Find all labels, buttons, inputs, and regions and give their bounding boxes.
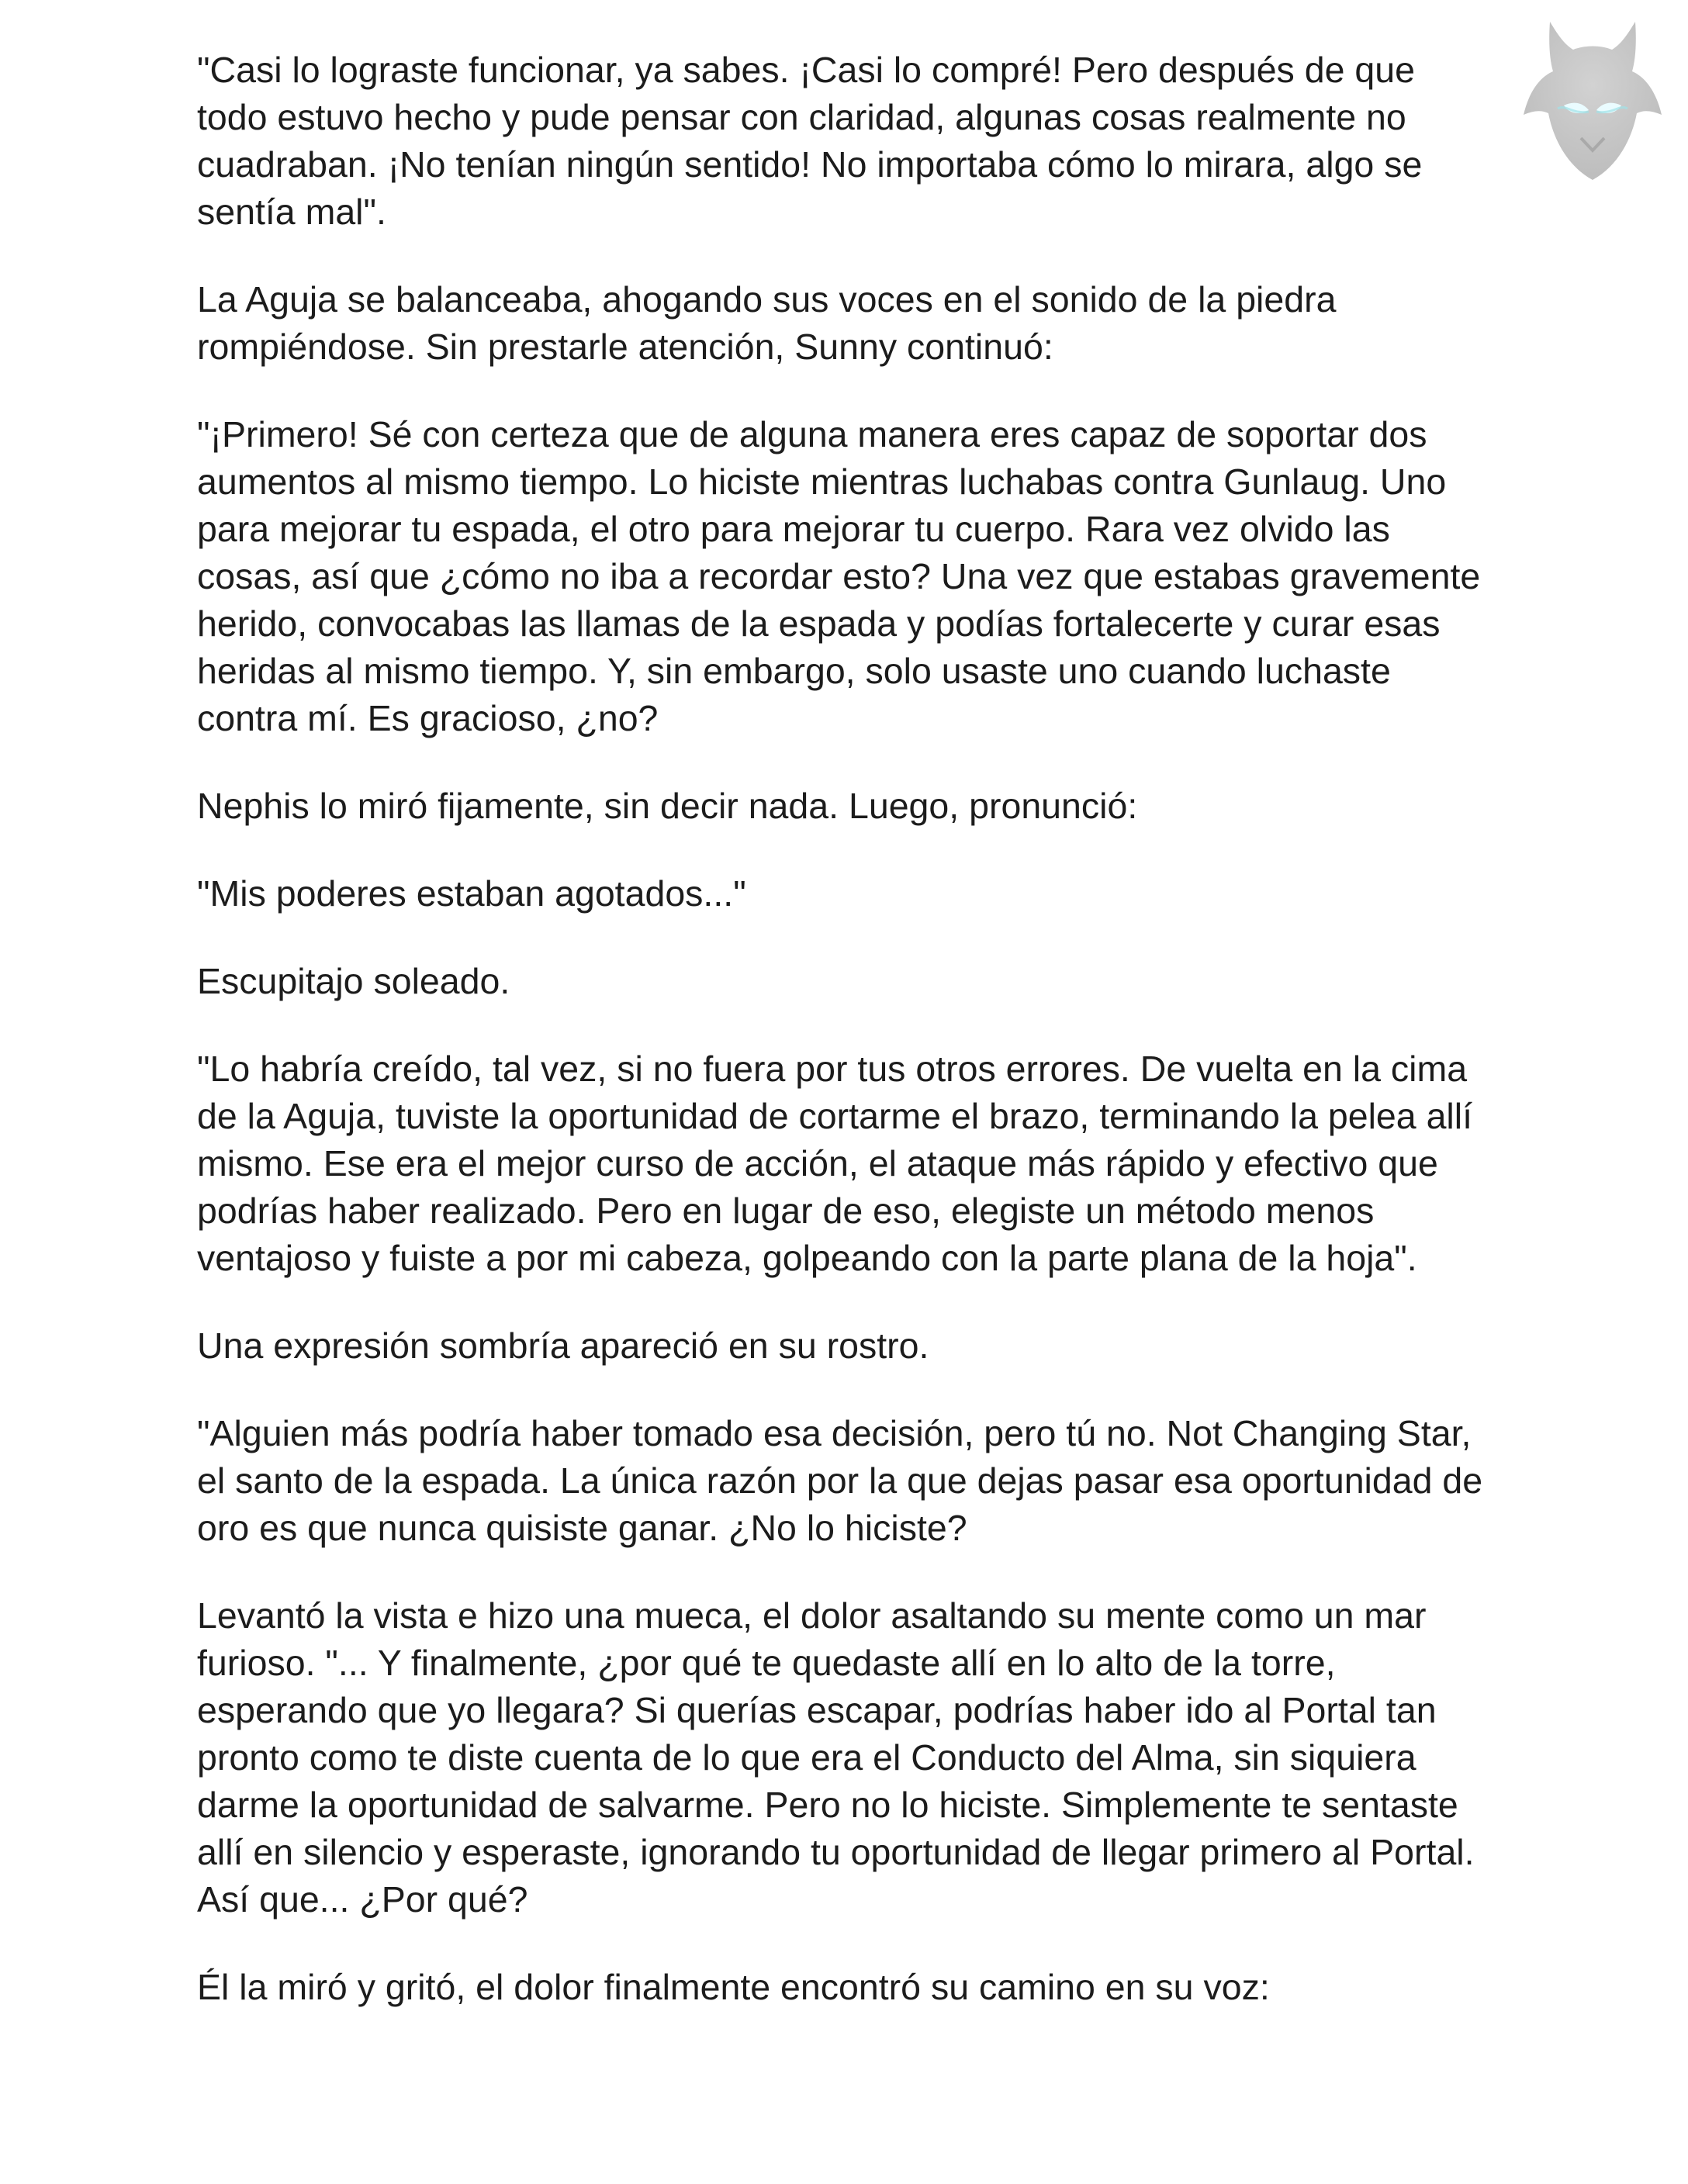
document-body (197, 47, 1493, 2051)
paragraph: "Casi lo lograste funcionar, ya sabes. ¡Casi lo compré! Pero después de que todo estuvo hecho y pude pensar con claridad, algunas cosas realmente no cuadraban. ¡No tenían ningún sentido! No importaba cómo lo mirara, algo se sentía mal". (197, 50, 1423, 232)
paragraph: Una expresión sombría apareció en su rostro. (197, 1325, 929, 1366)
paragraph: "Mis poderes estaban agotados..." (197, 873, 746, 914)
demon-head-watermark-icon (1519, 14, 1666, 186)
paragraph: Levantó la vista e hizo una mueca, el dolor asaltando su mente como un mar furioso. "... Y finalmente, ¿por qué te quedaste allí en lo alto de la torre, esperando que yo llegara? Si querías escapar, podrías haber ido al Portal tan pronto como te diste cuenta de lo que era el Conducto del Alma, sin siquiera darme la oportunidad de salvarme. Pero no lo hiciste. Simplemente te sentaste allí en silencio y esperaste, ignorando tu oportunidad de llegar primero al Portal. Así que... ¿Por qué? (197, 1595, 1475, 1920)
paragraph: Nephis lo miró fijamente, sin decir nada. Luego, pronunció: (197, 786, 1138, 826)
paragraph: Él la miró y gritó, el dolor finalmente encontró su camino en su voz: (197, 1967, 1270, 2007)
paragraph: "Alguien más podría haber tomado esa decisión, pero tú no. Not Changing Star, el santo de la espada. La única razón por la que dejas pasar esa oportunidad de oro es que nunca quisiste ganar. ¿No lo hiciste? (197, 1413, 1483, 1548)
paragraph: "¡Primero! Sé con certeza que de alguna manera eres capaz de soportar dos aumentos al mismo tiempo. Lo hiciste mientras luchabas contra Gunlaug. Uno para mejorar tu espada, el otro para mejorar tu cuerpo. Rara vez olvido las cosas, así que ¿cómo no iba a recordar esto? Una vez que estabas gravemente herido, convocabas las llamas de la espada y podías fortalecerte y curar esas heridas al mismo tiempo. Y, sin embargo, solo usaste uno cuando luchaste contra mí. Es gracioso, ¿no? (197, 414, 1481, 738)
paragraph: La Aguja se balanceaba, ahogando sus voces en el sonido de la piedra rompiéndose. Sin prestarle atención, Sunny continuó: (197, 279, 1337, 367)
paragraph: Escupitajo soleado. (197, 961, 510, 1001)
paragraph: "Lo habría creído, tal vez, si no fuera por tus otros errores. De vuelta en la cima de la Aguja, tuviste la oportunidad de cortarme el brazo, terminando la pelea allí mismo. Ese era el mejor curso de acción, el ataque más rápido y efectivo que podrías haber realizado. Pero en lugar de eso, elegiste un método menos ventajoso y fuiste a por mi cabeza, golpeando con la parte plana de la hoja". (197, 1049, 1473, 1278)
